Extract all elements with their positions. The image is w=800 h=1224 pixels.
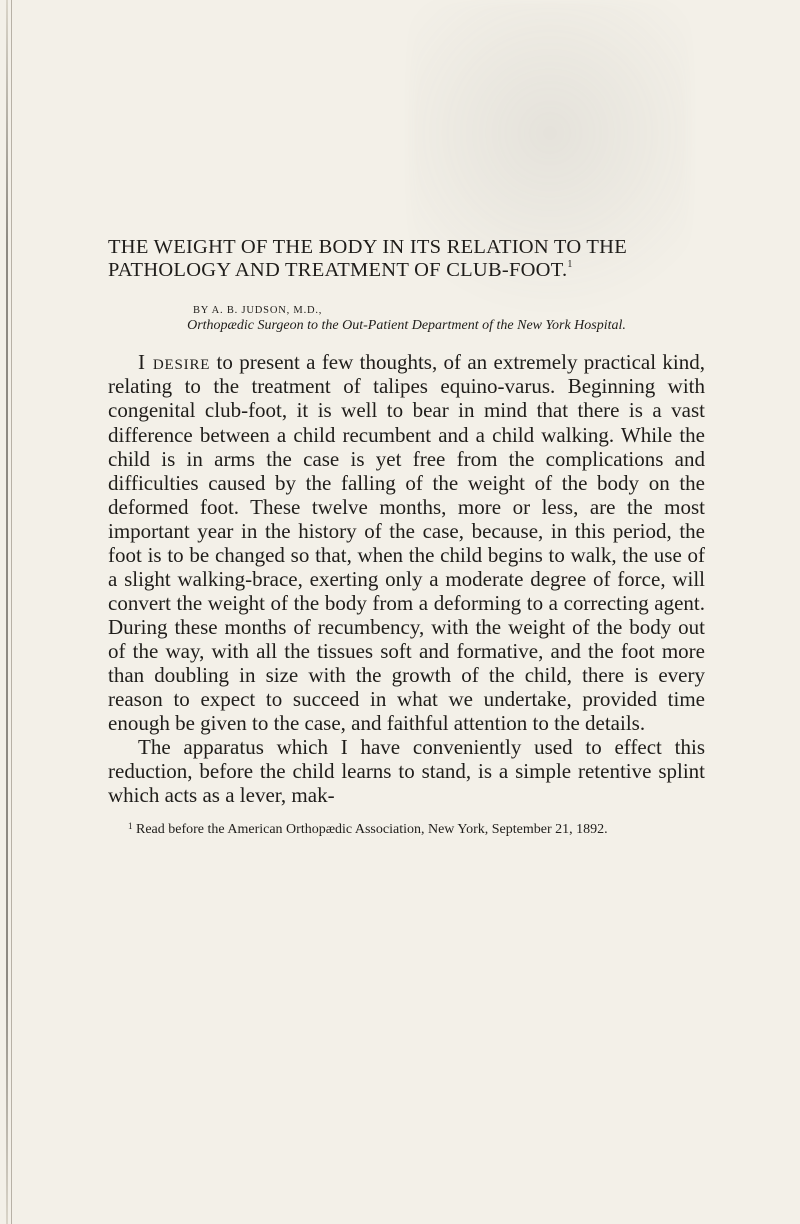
body-paragraph-1: [108, 350, 705, 735]
article-title: THE WEIGHT OF THE BODY IN ITS RELATION TO THE PATHOLOGY AND TREATMENT OF CLUB-FOOT.$^1$: [108, 236, 627, 281]
footnote: [108, 821, 705, 838]
author-line: BY A. B. JUDSON, M.D.,: [193, 304, 323, 316]
opening-words: I desire: [138, 350, 211, 375]
title-footnote-marker: 1: [567, 258, 573, 270]
body-paragraph-1-text: to present a few thoughts, of an extremely practical kind, relating to the treatment of talipes equino-varus. Beginning with congenital club-foot, it is well to bear in mind that there is a vast difference between a child recumbent and a child walking. While the child is in arms the case is yet free from the complications and difficulties caused by the falling of the weight of the body on the deformed foot. These twelve months, more or less, are the most important year in the history of the case, because, in this period, the foot is to be changed so that, when the child begins to walk, the use of a slight walking-brace, exerting only a moderate degree of force, will convert the weight of the body from a deforming to a correcting agent. During these months of recumbency, with the weight of the body out of the way, with all the tissues soft and formative, and the foot more than doubling in size with the growth of the child, there is every reason to expect to succeed in what we undertake, provided time enough be given to the case, and faithful attention to the details.: [108, 350, 705, 735]
article-body: [108, 350, 705, 807]
left-page-edge: [6, 0, 8, 1224]
author-affiliation: Orthopædic Surgeon to the Out-Patient Department of the New York Hospital.: [187, 317, 626, 333]
article: [108, 236, 705, 838]
body-paragraph-2: The apparatus which I have conveniently used to effect this reduction, before the child learns to stand, is a simple retentive splint which acts as a lever, mak-: [108, 734, 705, 807]
footnote-marker: 1: [128, 821, 133, 832]
footnote-text: Read before the American Orthopædic Association, New York, September 21, 1892.: [136, 822, 608, 838]
inner-page-edge: [11, 0, 12, 1224]
